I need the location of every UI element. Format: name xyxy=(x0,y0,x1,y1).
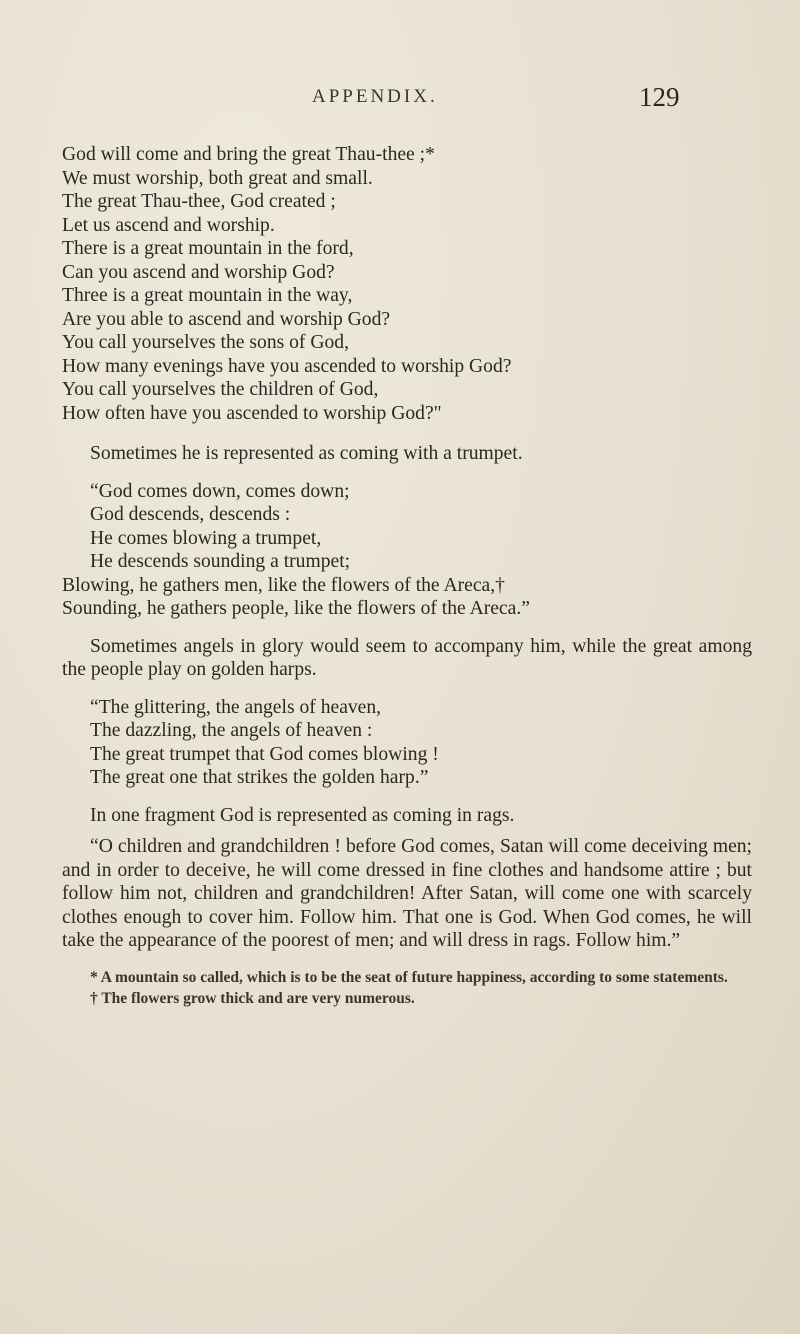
poem-angels xyxy=(62,696,752,790)
footnote-flowers: † The flowers grow thick and are very numerous. xyxy=(90,989,415,1007)
body-text xyxy=(62,143,752,1009)
verse-line: The great Thau-thee, God created ; xyxy=(62,191,336,212)
verse-line: Are you able to ascend and worship God? xyxy=(62,308,391,330)
poem-trumpet xyxy=(62,480,752,621)
verse-line: He descends sounding a trumpet; xyxy=(90,551,351,572)
paragraph-satan: “O children and grandchildren ! before God comes, Satan will come deceiving men; and in order to deceive, he will come dressed in fine clothes and handsome attire ; but follow him not, children and grandchildren! After Satan, will come one with scarcely clothes enough to cover him. Follow him. That one is God. When God comes, he will take the appearance of the poorest of men; and will dress in rags. Follow him.” xyxy=(62,836,752,951)
verse-line: Blowing, he gathers men, like the flowers of the Areca,† xyxy=(62,574,505,596)
verse-line: You call yourselves the sons of God, xyxy=(62,332,349,353)
verse-line: Let us ascend and worship. xyxy=(62,214,275,236)
verse-line: There is a great mountain in the ford, xyxy=(62,238,354,259)
verse-line: God descends, descends : xyxy=(90,504,291,525)
page-header xyxy=(0,82,800,126)
verse-line: We must worship, both great and small. xyxy=(62,167,373,189)
verse-line: The great trumpet that God comes blowing ! xyxy=(90,743,439,765)
verse-line: “God comes down, comes down; xyxy=(90,480,350,502)
footnote-mountain: * A mountain so called, which is to be the seat of future happiness, according to some statements. xyxy=(90,968,728,986)
verse-line: The great one that strikes the golden harp.” xyxy=(90,767,429,788)
verse-line: Sounding, he gathers people, like the flowers of the Areca.” xyxy=(62,598,530,619)
verse-line: “The glittering, the angels of heaven, xyxy=(90,696,382,718)
paragraph-trumpet: Sometimes he is represented as coming with a trumpet. xyxy=(90,443,523,464)
page-number: 129 xyxy=(639,82,680,112)
verse-line: He comes blowing a trumpet, xyxy=(90,527,322,549)
verse-line: How many evenings have you ascended to worship God? xyxy=(62,355,512,377)
verse-line: You call yourselves the children of God, xyxy=(62,379,379,400)
verse-line: God will come and bring the great Thau-thee ;* xyxy=(62,144,435,165)
verse-line: Three is a great mountain in the way, xyxy=(62,285,353,306)
paragraph-rags: In one fragment God is represented as coming in rags. xyxy=(90,804,515,826)
poem-thau-thee xyxy=(62,143,752,425)
verse-line: Can you ascend and worship God? xyxy=(62,261,335,283)
footnotes xyxy=(62,967,752,1009)
verse-line: The dazzling, the angels of heaven : xyxy=(90,720,373,741)
running-head: APPENDIX. xyxy=(312,86,438,107)
paragraph-angels: Sometimes angels in glory would seem to accompany him, while the great among the people play on golden harps. xyxy=(62,635,752,680)
verse-line: How often have you ascended to worship God?" xyxy=(62,402,442,424)
